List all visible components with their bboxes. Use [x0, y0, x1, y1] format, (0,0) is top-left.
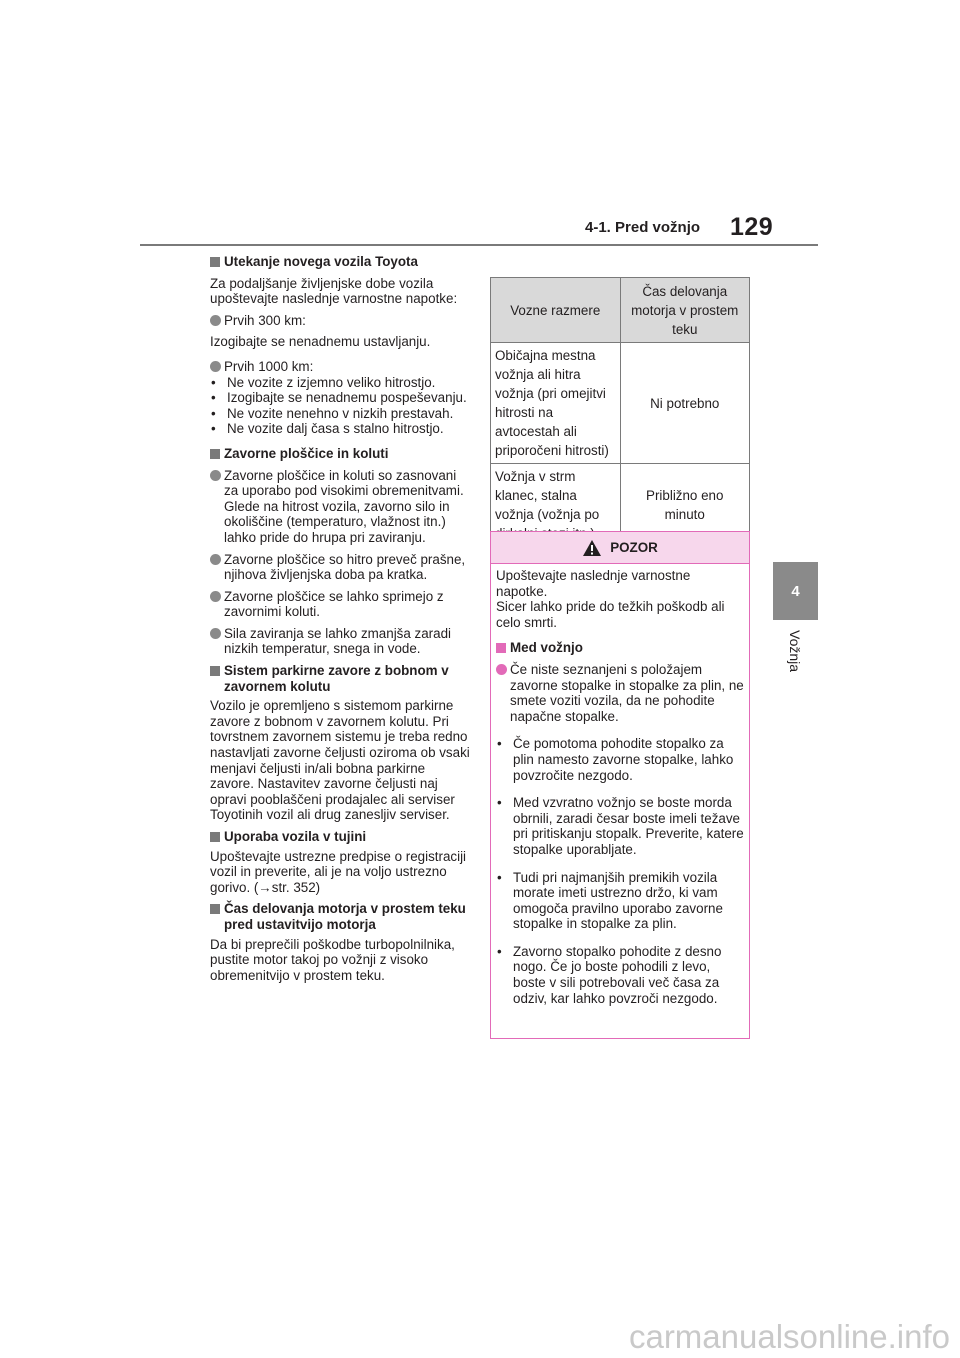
warning-box [490, 531, 750, 1039]
bullet-item: Prvih 300 km: [210, 313, 470, 329]
table-header-cell: Vozne razmere [491, 278, 621, 343]
table-cell: Običajna mestna vožnja ali hitra vožnja (pri omejitvi hitrosti na avtocestah ali priporočeni hitrosti) [491, 343, 621, 464]
heading-idling: Čas delovanja motorja v prostem teku pred ustavitvijo motorja [210, 901, 470, 932]
warning-intro: Upoštevajte naslednje varnostne napotke. Sicer lahko pride do težkih poškodb ali celo smrti. [496, 568, 725, 630]
paragraph: Upoštevajte ustrezne predpise o registraciji vozil in preverite, ali je na voljo ustrezno gorivo. (→str. 352) [210, 848, 467, 895]
list-item: • Med vzvratno vožnjo se boste morda obrnili, zaradi česar boste imeli težave pri pritiskanju stopalk. Preverite, katere stopalke uporabljate. [497, 795, 744, 857]
round-bullet-icon [210, 628, 221, 639]
chapter-tab[interactable]: 4 [773, 562, 818, 620]
chapter-label: Vožnja [787, 630, 803, 673]
round-bullet-icon [210, 470, 221, 481]
round-bullet-icon [210, 315, 221, 326]
square-bullet-icon [210, 666, 220, 676]
warning-body [491, 564, 749, 1006]
paragraph: Izogibajte se nenadnemu ustavljanju. [210, 334, 431, 350]
section-title: 4-1. Pred vožnjo [585, 219, 701, 236]
bullet-item: Sila zaviranja se lahko zmanjša zaradi nizkih temperatur, snega in vode. [210, 626, 470, 657]
warning-triangle-icon [582, 539, 602, 557]
warning-subhead: Med vožnjo [496, 640, 744, 656]
square-bullet-icon [210, 449, 220, 459]
paragraph: Vozilo je opremljeno s sistemom parkirne zavore z bobnom v zavornem kolutu. Pri tovrstnem zavornem sistemu je treba redno nastavljati zavorne čeljusti oziroma ob vsaki menjavi čeljusti in/ali bobna parkirne zavore. Nastavitev zavorne čeljusti naj opravi pooblaščeni prodajalec ali serviser Toyotinih vozil ali drug zanesljiv serviser. [210, 698, 470, 823]
bullet-item: Zavorne ploščice in koluti so zasnovani za uporabo pod visokimi obremenitvami. Glede na hitrost vozila, zavorno silo in okoliščine (temperaturo, vlažnost itn.) lahko pride do hrupa pri zaviranju. [210, 468, 470, 546]
dash-list [210, 375, 470, 437]
table-cell: Ni potrebno [620, 343, 750, 464]
list-item: • Tudi pri najmanjših premikih vozila morate imeti ustrezno držo, ki vam omogoča pravilno uporabo zavorne stopalke in stopalke za plin. [497, 869, 723, 932]
table-cell: Približno eno minuto [620, 464, 750, 547]
round-bullet-icon [210, 591, 221, 602]
warning-header [491, 532, 749, 564]
idling-table [490, 277, 750, 547]
heading-parking-brake: Sistem parkirne zavore z bobnom v zavornem kolutu [210, 663, 470, 694]
list-item: • Ne vozite nenehno v nizkih prestavah. [211, 405, 454, 421]
heading-brake-pads: Zavorne ploščice in koluti [210, 446, 470, 462]
paragraph: Za podaljšanje življenjske dobe vozila upoštevajte naslednje varnostne napotke: [210, 275, 458, 307]
round-bullet-icon [210, 361, 221, 372]
square-bullet-icon [210, 257, 220, 267]
table-row [491, 343, 750, 464]
list-item: • Če pomotoma pohodite stopalko za plin namesto zavorne stopalke, lahko povzročite nezgodo. [497, 736, 734, 783]
round-bullet-icon [496, 664, 507, 675]
square-bullet-icon [210, 832, 220, 842]
header-divider [140, 244, 818, 246]
bullet-item: Prvih 1000 km: [210, 359, 470, 375]
page-number: 129 [730, 213, 774, 241]
table-header-cell: Čas delovanja motorja v prostem teku [620, 278, 750, 343]
watermark[interactable]: carmanualsonline.info [628, 1318, 950, 1355]
bullet-item: Zavorne ploščice se lahko sprimejo z zavornimi koluti. [210, 589, 470, 620]
list-item: • Ne vozite dalj časa s stalno hitrostjo. [211, 421, 444, 437]
square-bullet-icon [210, 904, 220, 914]
list-item: • Zavorno stopalko pohodite z desno nogo. Če jo boste pohodili z levo, boste v sili potrebovali več časa za odziv, kar lahko povzroči nezgodo. [497, 943, 722, 1006]
table-cell: Vožnja v strm klanec, stalna vožnja (vožnja po [491, 464, 621, 547]
warning-dash-list [496, 736, 744, 1006]
list-item: • Ne vozite z izjemno veliko hitrostjo. [211, 374, 436, 390]
square-bullet-icon [496, 643, 506, 653]
warning-title: POZOR [610, 539, 658, 555]
heading-break-in: Utekanje novega vozila Toyota [210, 254, 470, 270]
warning-bullet: Če niste seznanjeni s položajem zavorne stopalke in stopalke za plin, ne smete voziti vozila, da ne pohodite napačne stopalke. [496, 662, 744, 724]
bullet-item: Zavorne ploščice so hitro preveč prašne, njihova življenjska doba pa kratka. [210, 552, 470, 583]
table-header-row [491, 278, 750, 343]
left-column [210, 254, 470, 983]
paragraph: Da bi preprečili poškodbe turbopolnilnika, pustite motor takoj po vožnji z visoko obremenitvijo v prostem teku. [210, 936, 455, 983]
list-item: • Izogibajte se nenadnemu pospeševanju. [211, 390, 467, 406]
round-bullet-icon [210, 554, 221, 565]
heading-abroad: Uporaba vozila v tujini [210, 829, 470, 845]
